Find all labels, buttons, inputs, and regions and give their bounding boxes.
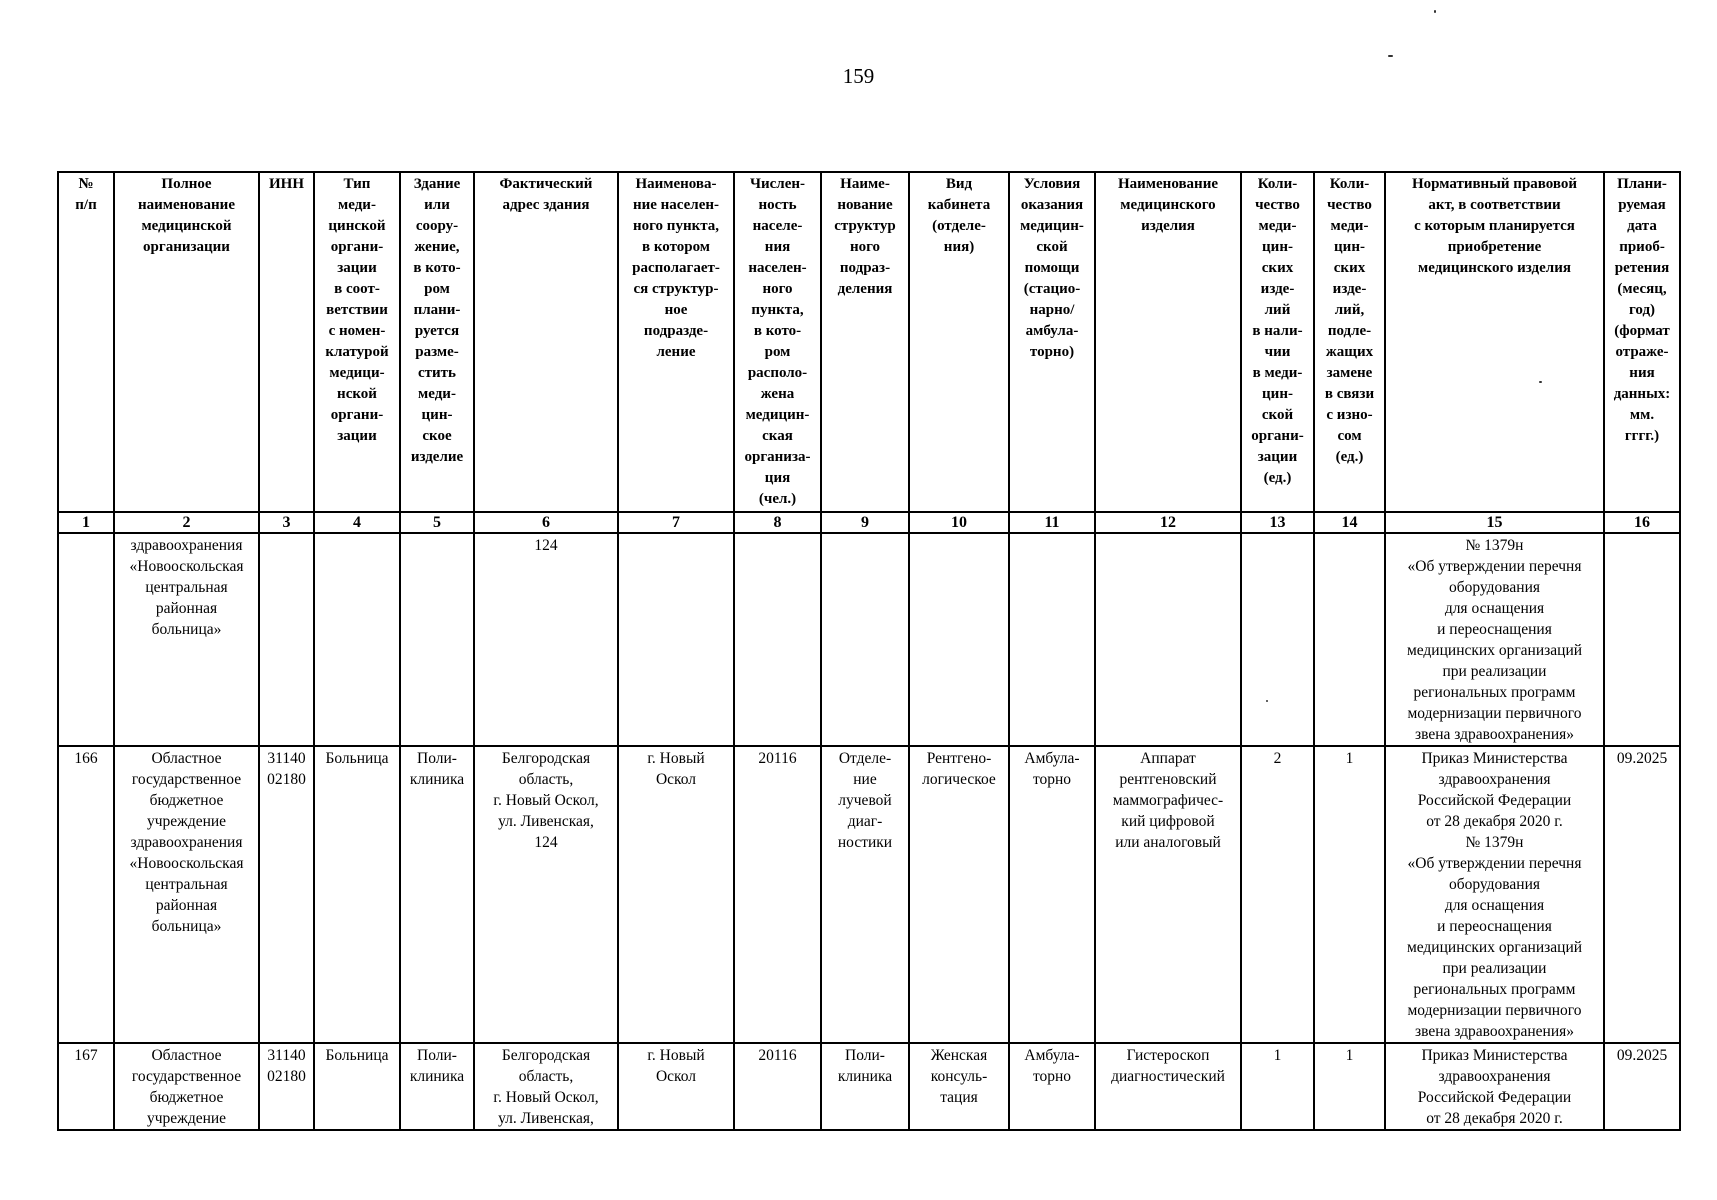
column-header-label: Наиме- нование структур ного подраз- деления [834,176,896,297]
column-header-label: Числен- ность населе- ния населен- ного пункта, в кото- ром располо- жена медицин- ская организа- ция (чел.) [744,176,811,507]
column-header-label: Плани- руемая дата приоб- ретения (месяц, год) (формат отраже- ния данных: мм. гггг.) [1613,176,1671,444]
column-number: 3 [259,512,314,533]
column-header-label: Фактический адрес здания [499,176,593,213]
table-cell [314,533,400,746]
column-header [259,172,314,512]
table-cell [1009,1043,1095,1130]
column-header [474,172,618,512]
table-cell [1385,746,1604,1043]
column-header [1009,172,1095,512]
cell-text: Отделе- ние лучевой диаг- ностики [837,750,893,851]
cell-text: 09.2025 [1616,1047,1668,1064]
column-number: 5 [400,512,474,533]
cell-text: г. Новый Оскол [647,750,705,788]
column-number-row [58,512,1680,533]
table-cell [259,746,314,1043]
table-cell [618,1043,734,1130]
column-number: 12 [1095,512,1241,533]
column-number: 9 [821,512,909,533]
table-cell [821,1043,909,1130]
column-header-label: Полное наименование медицинской организации [138,176,235,255]
column-header [1604,172,1680,512]
table-cell [1009,533,1095,746]
cell-text: Приказ Министерства здравоохранения Российской Федерации от 28 декабря 2020 г. [1417,1047,1572,1127]
column-number: 8 [734,512,821,533]
table-cell [734,746,821,1043]
cell-text: 20116 [758,1047,797,1064]
column-header [1095,172,1241,512]
column-header-label: Тип меди- цинской органи- зации в соот- ветствии с номен- клатурой медици- нской органи- зации [325,176,389,444]
cell-text: Амбула- торно [1024,750,1080,788]
scan-speck [1388,55,1393,57]
column-number: 14 [1314,512,1385,533]
column-number: 1 [58,512,114,533]
column-header [1241,172,1314,512]
table-cell [909,1043,1009,1130]
table-cell [1385,533,1604,746]
cell-text: Аппарат рентгеновский маммографичес- кий цифровой или аналоговый [1112,750,1224,851]
cell-text: г. Новый Оскол [647,1047,705,1085]
cell-text: Больница [325,750,389,767]
equipment-plan-table [57,171,1681,1131]
table-cell [1095,746,1241,1043]
table-cell [618,533,734,746]
table-row [58,533,1680,746]
cell-text: 1 [1345,750,1354,767]
column-header-label: Нормативный правовой акт, в соответствии с которым планируется приобретение медицинского изделия [1411,176,1578,276]
column-header [909,172,1009,512]
column-number: 11 [1009,512,1095,533]
table-cell [58,533,114,746]
column-header [314,172,400,512]
table-cell [1604,533,1680,746]
table-cell [114,746,259,1043]
cell-text: Поли- клиника [837,1047,893,1085]
table-cell [400,533,474,746]
table-cell [1241,1043,1314,1130]
column-header-label: № п/п [75,176,97,213]
cell-text: 20116 [758,750,797,767]
table-cell [400,746,474,1043]
cell-text: № 1379н «Об утверждении перечня оборудования для оснащения и переоснащения медицинских организаций при реализации региональных программ модернизации первичного звена здравоохранения» [1406,537,1583,743]
column-header-label: Здание или соору- жение, в кото- ром плани- руется разме- стить меди- цин- ское изделие [410,176,464,465]
column-header-label: Коли- чество меди- цин- ских изде- лий в нали- чии в меди- цин- ской органи- зации (ед.) [1251,176,1304,486]
table-cell [400,1043,474,1130]
cell-text: Белгородская область, г. Новый Оскол, ул. Ливенская, [493,1047,599,1127]
table-cell [1095,533,1241,746]
table-cell [474,746,618,1043]
table-cell [259,1043,314,1130]
column-header [734,172,821,512]
cell-text: Поли- клиника [409,1047,465,1085]
table-cell [1241,746,1314,1043]
column-number: 7 [618,512,734,533]
table-cell [1314,1043,1385,1130]
cell-text: 31140 02180 [267,1047,306,1085]
cell-text: Амбула- торно [1024,1047,1080,1085]
cell-text: 124 [534,537,558,554]
cell-text: 166 [74,750,98,767]
cell-text: Женская консуль- тация [930,1047,988,1106]
column-header [58,172,114,512]
cell-text: 1 [1345,1047,1354,1064]
table-cell [114,533,259,746]
column-header [821,172,909,512]
page-number: 159 [842,64,875,88]
table-cell [1604,1043,1680,1130]
table-row [58,746,1680,1043]
table-cell [909,533,1009,746]
table-cell [821,746,909,1043]
table-cell [259,533,314,746]
cell-text: 09.2025 [1616,750,1668,767]
column-header [114,172,259,512]
column-header-label: Условия оказания медицин- ской помощи (стацио- нарно/ амбула- торно) [1020,176,1084,360]
column-number: 15 [1385,512,1604,533]
column-number: 2 [114,512,259,533]
table-cell [1009,746,1095,1043]
table-cell [474,1043,618,1130]
cell-text: 167 [74,1047,98,1064]
cell-text: Областное государственное бюджетное учреждение [131,1047,242,1127]
scan-speck [1434,10,1436,13]
column-header [618,172,734,512]
cell-text: Белгородская область, г. Новый Оскол, ул. Ливенская, 124 [493,750,599,851]
table-cell [734,1043,821,1130]
table-cell [474,533,618,746]
column-header [400,172,474,512]
cell-text: Рентгено- логическое [922,750,996,788]
column-header-label: Коли- чество меди- цин- ских изде- лий, подле- жащих замене в связи с изно- сом (ед.) [1324,176,1375,465]
table-header-row [58,172,1680,512]
table-cell [1314,533,1385,746]
table-cell [909,746,1009,1043]
table-cell [58,1043,114,1130]
column-header-label: ИНН [268,176,304,192]
cell-text: Областное государственное бюджетное учреждение здравоохранения «Новооскольская центральная районная больница» [129,750,244,935]
table-cell [618,746,734,1043]
column-header-label: Наименова- ние населен- ного пункта, в котором располагает- ся структур- ное подразде- ление [632,176,720,360]
column-header [1385,172,1604,512]
cell-text: 2 [1273,750,1282,767]
column-number: 13 [1241,512,1314,533]
table-cell [1095,1043,1241,1130]
column-number: 10 [909,512,1009,533]
table-cell [314,1043,400,1130]
table-cell [1314,746,1385,1043]
column-number: 4 [314,512,400,533]
column-number: 16 [1604,512,1680,533]
table-cell [1241,533,1314,746]
cell-text: 1 [1273,1047,1282,1064]
cell-text: 31140 02180 [267,750,306,788]
table-cell [114,1043,259,1130]
cell-text: Приказ Министерства здравоохранения Российской Федерации от 28 декабря 2020 г. № 1379н «Об утверждении перечня оборудования для оснащения и переоснащения медицинских организаций при реализации региональных программ модернизации первичного звена здравоохранения» [1406,750,1583,1040]
table-cell [58,746,114,1043]
column-header-label: Вид кабинета (отделе- ния) [927,176,991,255]
table-cell [314,746,400,1043]
table-cell [821,533,909,746]
column-header-label: Наименование медицинского изделия [1118,176,1218,234]
cell-text: Гистероскоп диагностический [1111,1047,1225,1085]
column-number: 6 [474,512,618,533]
cell-text: Поли- клиника [409,750,465,788]
table-row [58,1043,1680,1130]
table-cell [1385,1043,1604,1130]
column-header [1314,172,1385,512]
cell-text: здравоохранения «Новооскольская центральная районная больница» [129,537,244,638]
table-cell [1604,746,1680,1043]
table-cell [734,533,821,746]
cell-text: Больница [325,1047,389,1064]
